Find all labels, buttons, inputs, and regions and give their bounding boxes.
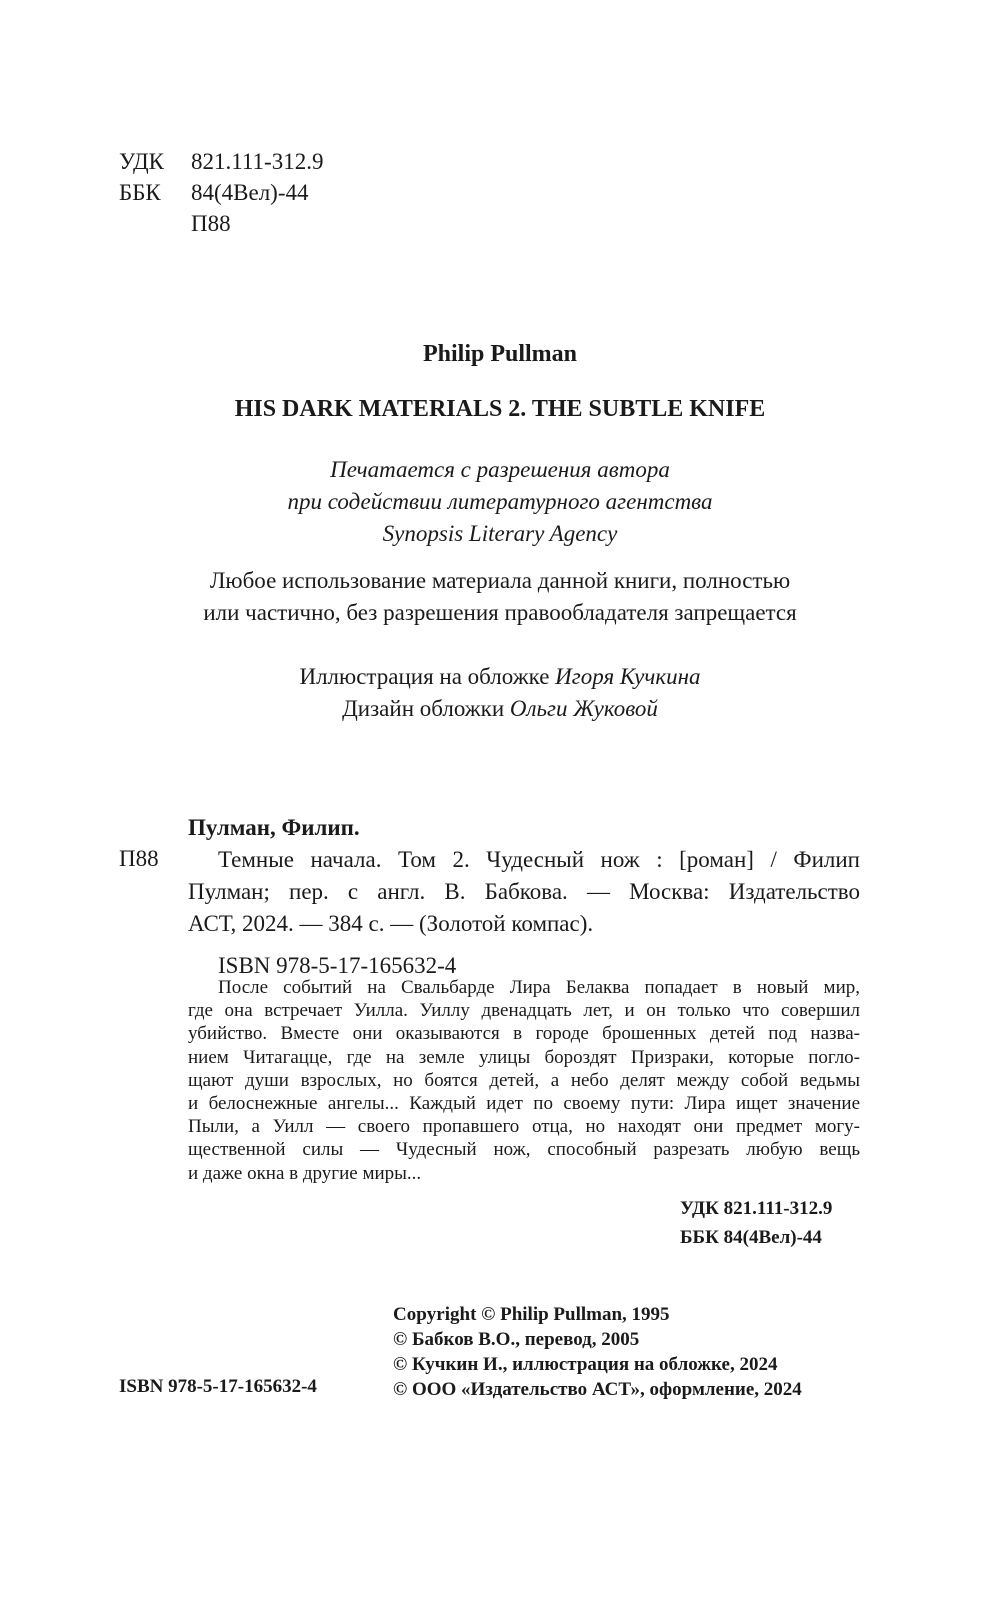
author-sign-row [119, 208, 323, 239]
rights-notice [0, 565, 1000, 629]
summary-udk: УДК 821.111-312.9 [680, 1198, 833, 1219]
copyright-line-2: © Бабков В.О., перевод, 2005 [393, 1329, 640, 1350]
catalog-line-3: АСТ, 2024. — 384 с. — (Золотой компас). [188, 911, 594, 936]
annotation-line: После событий на Свальбарде Лира Белаква попадает в новый мир, [218, 977, 860, 998]
annotation-line: Пыли, а Уилл — своего пропавшего отца, но находят они предмет могу- [188, 1116, 860, 1138]
copyright-line-4: © ООО «Издательство АСТ», оформление, 2024 [393, 1379, 802, 1400]
annotation-line: нием Читагацце, где на земле улицы бороздят Призраки, которые погло- [188, 1046, 860, 1068]
catalog-isbn: ISBN 978-5-17-165632-4 [218, 953, 457, 978]
bbk-value: 84(4Вел)-44 [191, 180, 309, 205]
catalog-heading: Пулман, Филип. [188, 815, 360, 840]
catalog-line-1: Темные начала. Том 2. Чудесный нож : [роман] / Филип [218, 847, 860, 872]
annotation-line: где она встречает Уилла. Уиллу двенадцать лет, и он только что совершил [188, 1000, 860, 1022]
udk-label: УДК [119, 149, 164, 174]
original-author: Philip Pullman [422, 341, 578, 367]
annotation [188, 976, 860, 1185]
annotation-line: и даже окна в другие миры... [188, 1162, 422, 1184]
annotation-line: и белоснежные ангелы... Каждый идет по своему пути: Лира ищет значение [188, 1093, 860, 1115]
catalog-code: П88 [119, 846, 159, 871]
annotation-line: щают души взрослых, но боятся детей, а небо делят между собой ведьмы [188, 1069, 860, 1091]
summary-codes [680, 1194, 832, 1252]
original-title: HIS DARK MATERIALS 2. THE SUBTLE KNIFE [234, 396, 766, 422]
cover-credits [0, 661, 1000, 725]
cover-design-name: Ольги Жуковой [509, 696, 658, 721]
udk-value: 821.111-312.9 [191, 149, 324, 174]
cover-illustration-name: Игоря Кучкина [555, 664, 701, 689]
copyright-line-1: Copyright © Philip Pullman, 1995 [393, 1304, 670, 1325]
author-sign: П88 [191, 211, 231, 236]
copyright-block [393, 1302, 802, 1402]
udk-row [119, 146, 323, 177]
cover-illustration-credit [0, 661, 1000, 693]
isbn-bottom: ISBN 978-5-17-165632-4 [119, 1376, 317, 1397]
catalog-record [188, 812, 860, 982]
summary-bbk: ББК 84(4Вел)-44 [680, 1227, 822, 1248]
permission-notice [0, 454, 1000, 550]
annotation-line: убийство. Вместе они оказываются в городе брошенных детей под назва- [188, 1023, 860, 1045]
permission-line-3: Synopsis Literary Agency [382, 521, 618, 546]
rights-line-2: или частично, без разрешения правообладателя запрещается [203, 600, 797, 625]
rights-line-1: Любое использование материала данной книги, полностью [209, 568, 791, 593]
bbk-label: ББК [119, 180, 161, 205]
copyright-line-3: © Кучкин И., иллюстрация на обложке, 2024 [393, 1354, 778, 1375]
cover-illustration-label: Иллюстрация на обложке [299, 664, 550, 689]
permission-line-1: Печатается с разрешения автора [330, 457, 670, 482]
cover-design-credit [0, 693, 1000, 725]
permission-line-2: при содействии литературного агентства [287, 489, 713, 514]
bbk-row [119, 177, 323, 208]
classification-block [119, 146, 323, 239]
annotation-line: щественной силы — Чудесный нож, способный разрезать любую вещь [188, 1139, 860, 1161]
catalog-line-2: Пулман; пер. с англ. В. Бабкова. — Москва: Издательство [188, 879, 860, 904]
cover-design-label: Дизайн обложки [342, 696, 505, 721]
